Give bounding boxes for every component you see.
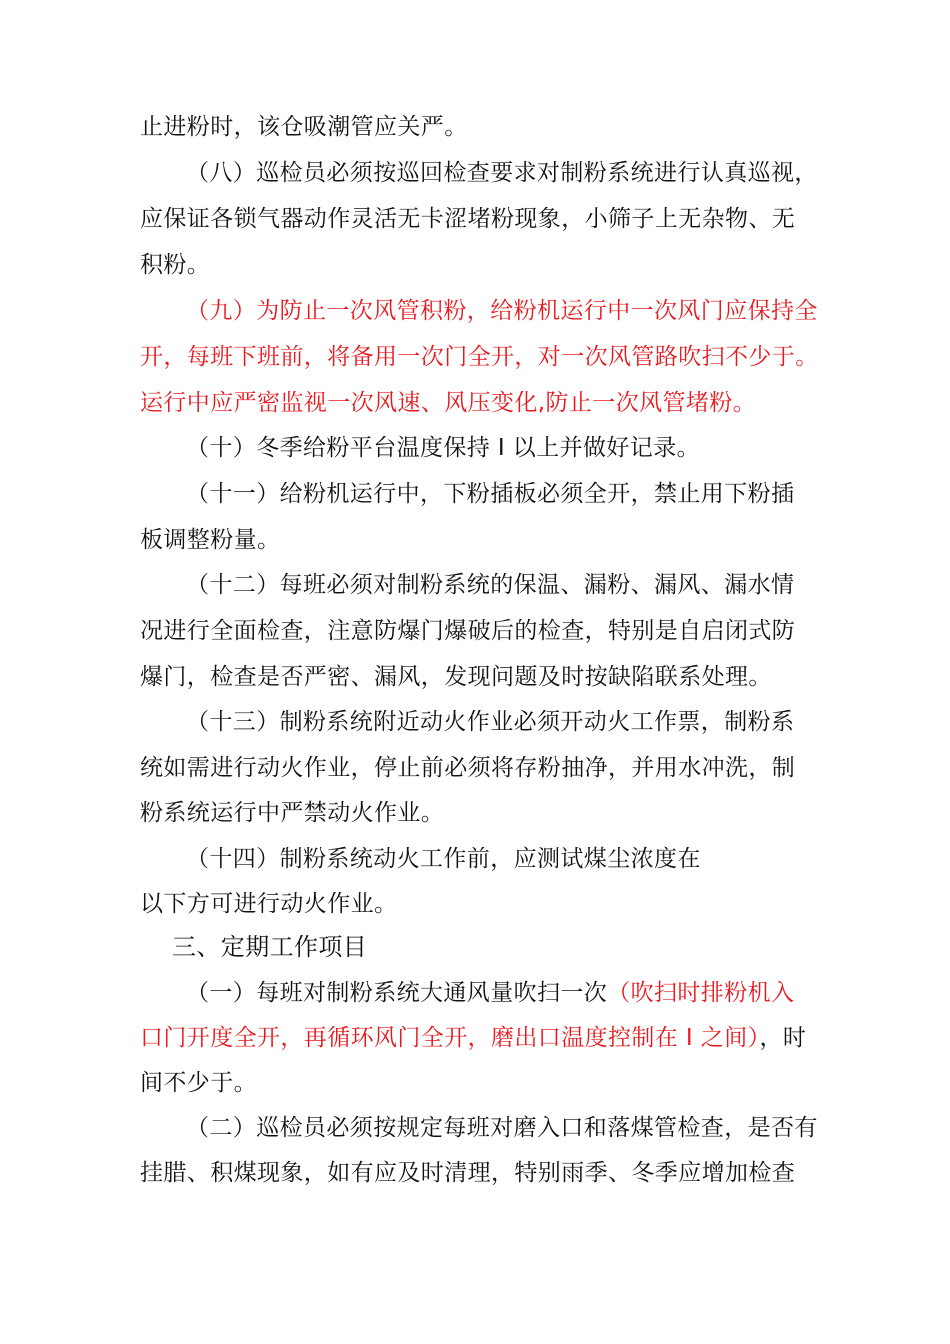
- text-line: [186, 570, 794, 600]
- text-segment: （二）巡检员必须按规定每班对磨入口和落煤管检查，是否有: [186, 1115, 818, 1141]
- text-segment: 三、定期工作项目: [172, 933, 368, 961]
- text-segment: 开，每班下班前，将备用一次门全开，对一次风管路吹扫不少于。: [140, 344, 819, 370]
- text-line: [186, 433, 700, 463]
- text-segment: ，时: [759, 1025, 807, 1051]
- text-line: [140, 112, 468, 142]
- text-line: [140, 798, 444, 828]
- text-line: [140, 1158, 795, 1188]
- text-line: [186, 844, 701, 874]
- text-line: [140, 204, 795, 234]
- text-segment: （十三）制粉系统附近动火作业必须开动火工作票，制粉系: [186, 709, 795, 735]
- text-line: [186, 1113, 818, 1143]
- text-segment: 积粉。: [140, 252, 211, 278]
- text-line: [140, 662, 772, 692]
- text-line: [140, 525, 280, 555]
- text-segment: 粉系统运行中严禁动火作业。: [140, 800, 445, 826]
- text-segment: 爆门，检查是否严密、漏风，发现问题及时按缺陷联系处理。: [140, 664, 772, 690]
- text-segment: （八）巡检员必须按巡回检查要求对制粉系统进行认真巡视，: [186, 160, 818, 186]
- text-segment: 板调整粉量。: [140, 527, 281, 553]
- text-line: [186, 296, 818, 326]
- text-segment: （九）为防止一次风管积粉，给粉机运行中一次风门应保持全: [186, 298, 818, 324]
- text-segment: 止进粉时，该仓吸潮管应关严。: [140, 114, 468, 140]
- text-segment: 挂腊、积煤现象，如有应及时清理，特别雨季、冬季应增加检查: [140, 1160, 796, 1186]
- text-segment: 况进行全面检查，注意防爆门爆破后的检查，特别是自启闭式防: [140, 618, 796, 644]
- text-line: [140, 250, 210, 280]
- text-segment-red: 口门开度全开，再循环风门全开，磨出口温度控制在 I 之间）: [140, 1025, 760, 1051]
- text-line: [140, 388, 756, 418]
- text-line: [140, 616, 795, 646]
- text-line: [186, 707, 794, 737]
- text-segment: （十）冬季给粉平台温度保持 I 以上并做好记录。: [186, 435, 701, 461]
- text-line: [140, 889, 397, 919]
- text-line: [140, 1068, 257, 1098]
- text-segment: （十四）制粉系统动火工作前，应测试煤尘浓度在: [186, 846, 701, 872]
- text-segment: 以下方可进行动火作业。: [140, 891, 398, 917]
- text-segment: （十一）给粉机运行中，下粉插板必须全开，禁止用下粉插: [186, 481, 795, 507]
- text-segment: （一）每班对制粉系统大通风量吹扫一次: [186, 980, 608, 1006]
- text-segment: 运行中应严密监视一次风速、风压变化,防止一次风管堵粉。: [140, 390, 757, 416]
- section-heading: [172, 932, 367, 962]
- text-line: [140, 753, 795, 783]
- text-segment-red: （吹扫时排粉机入: [607, 980, 795, 1006]
- text-line: [186, 978, 794, 1008]
- text-line: [186, 479, 794, 509]
- text-line: [140, 342, 819, 372]
- text-segment: 统如需进行动火作业，停止前必须将存粉抽净，并用水冲洗，制: [140, 755, 796, 781]
- text-line: [186, 158, 818, 188]
- text-line: [140, 1023, 806, 1053]
- text-segment: 应保证各锁气器动作灵活无卡涩堵粉现象，小筛子上无杂物、无: [140, 206, 796, 232]
- text-segment: 间不少于。: [140, 1070, 257, 1096]
- text-segment: （十二）每班必须对制粉系统的保温、漏粉、漏风、漏水情: [186, 572, 795, 598]
